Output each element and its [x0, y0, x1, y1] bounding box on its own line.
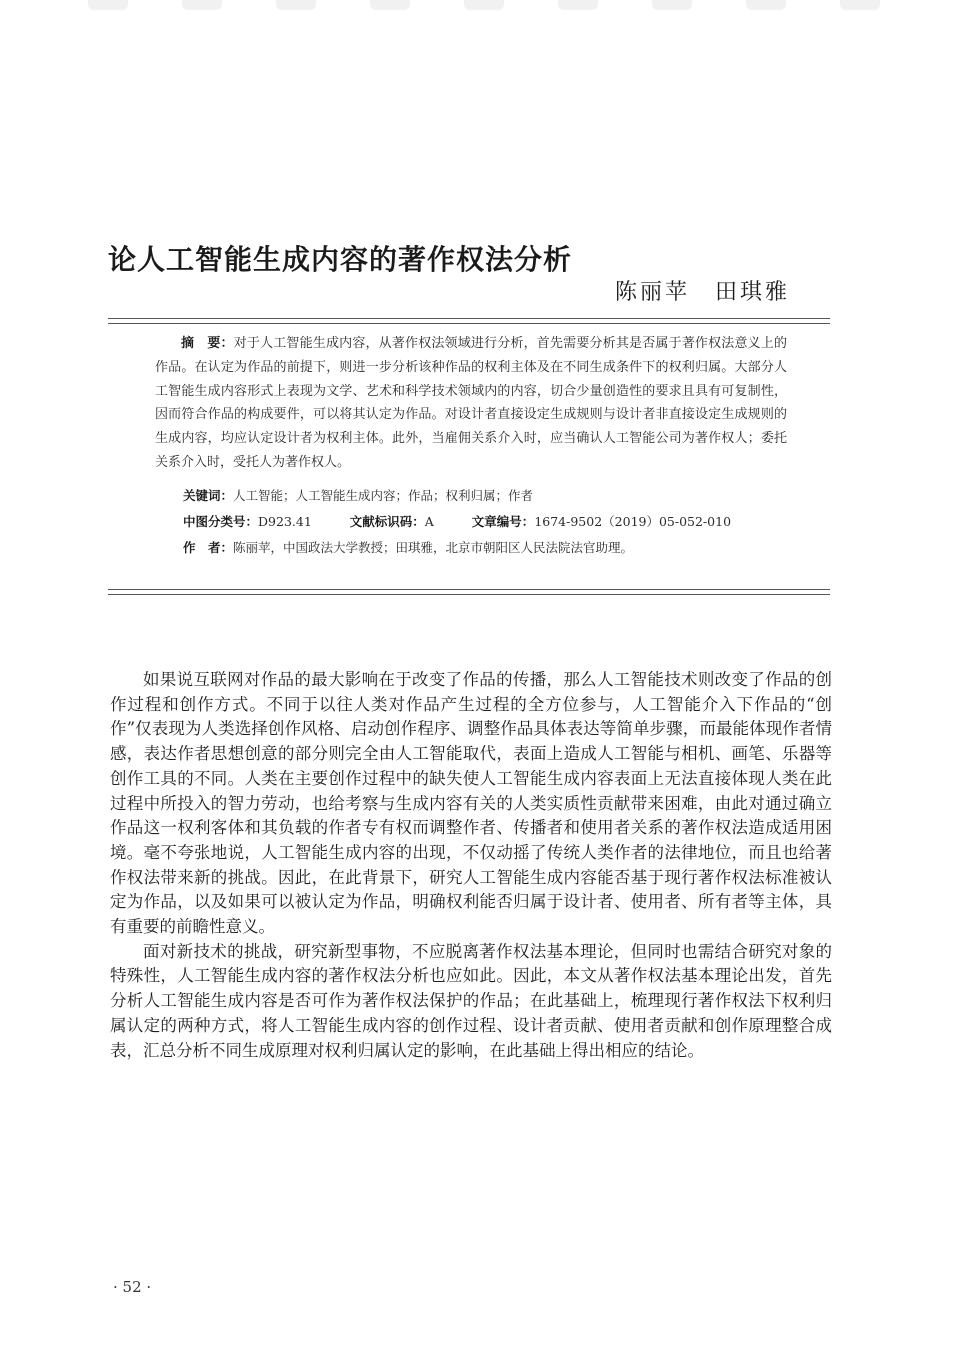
- keywords-text: 人工智能；人工智能生成内容；作品；权利归属；作者: [233, 488, 534, 503]
- watermark-mark: [88, 0, 128, 10]
- watermark-mark: [182, 0, 222, 10]
- abstract-rule-bottom: [108, 594, 830, 595]
- author-info-line: [183, 538, 633, 558]
- watermark-mark: [558, 0, 598, 10]
- author-info-text: 陈丽苹，中国政法大学教授；田琪雅，北京市朝阳区人民法院法官助理。: [233, 540, 634, 555]
- watermark-mark: [840, 0, 880, 10]
- clc-number: [183, 512, 312, 532]
- abstract-rule-top: [108, 589, 830, 590]
- article-title: 论人工智能生成内容的著作权法分析: [108, 243, 573, 276]
- watermark-mark: [370, 0, 410, 10]
- page-number: · 52 ·: [113, 1278, 152, 1296]
- clc-value: D923.41: [258, 514, 312, 529]
- article-number-value: 1674-9502（2019）05-052-010: [534, 514, 732, 529]
- abstract: [155, 332, 787, 475]
- doc-value: A: [424, 514, 434, 529]
- abstract-text: 对于人工智能生成内容，从著作权法领域进行分析，首先需要分析其是否属于著作权法意义上的作品。在认定为作品的前提下，则进一步分析该种作品的权利主体及在不同生成条件下的权利归属。大部分人工智能生成内容形式上表现为文学、艺术和科学技术领域内的内容，切合少量创造性的要求且具有可复制性，因而符合作品的构成要件，可以将其认定为作品。对设计者直接设定生成规则与设计者非直接设定生成规则的生成内容，均应认定设计者为权利主体。此外，当雇佣关系介入时，应当确认人工智能公司为著作权人；委托关系介入时，受托人为著作权人。: [155, 336, 787, 470]
- doc-label: 文献标识码：: [349, 514, 425, 529]
- watermark-strip: [0, 0, 960, 20]
- abstract-paragraph: [155, 332, 787, 475]
- header-rule-top: [108, 318, 830, 319]
- document-code: [350, 512, 434, 532]
- body-paragraph: 面对新技术的挑战，研究新型事物，不应脱离著作权法基本理论，但同时也需结合研究对象的特殊性，人工智能生成内容的著作权法分析也应如此。因此，本文从著作权法基本理论出发，首先分析人工智能生成内容是否可作为著作权法保护的作品；在此基础上，梳理现行著作权法下权利归属认定的两种方式，将人工智能生成内容的创作过程、设计者贡献、使用者贡献和创作原理整合成表，汇总分析不同生成原理对权利归属认定的影响，在此基础上得出相应的结论。: [110, 941, 832, 1060]
- watermark-mark: [746, 0, 786, 10]
- article-authors: 陈丽苹 田琪雅: [614, 280, 790, 305]
- body-paragraph: 如果说互联网对作品的最大影响在于改变了作品的传播，那么人工智能技术则改变了作品的创作过程和创作方式。不同于以往人类对作品产生过程的全方位参与，人工智能介入下作品的“创作”仅表现为人类选择创作风格、启动创作程序、调整作品具体表达等简单步骤，而最能体现作者情感，表达作者思想创意的部分则完全由人工智能取代，表面上造成人工智能与相机、画笔、乐器等创作工具的不同。人类在主要创作过程中的缺失使人工智能生成内容表面上无法直接体现人类在此过程中所投入的智力劳动，也给考察与生成内容有关的人类实质性贡献带来困难，由此对通过确立作品这一权利客体和其负载的作者专有权而调整作者、传播者和使用者关系的著作权法造成适用困境。毫不夸张地说，人工智能生成内容的出现，不仅动摇了传统人类作者的法律地位，而且也给著作权法带来新的挑战。因此，在此背景下，研究人工智能生成内容能否基于现行著作权法标准被认定为作品，以及如果可以被认定为作品，明确权利能否归属于设计者、使用者、所有者等主体，具有重要的前瞻性意义。: [110, 670, 832, 937]
- classification-line: [183, 512, 765, 532]
- article-number-label: 文章编号：: [471, 514, 535, 529]
- header-rule-bottom: [108, 323, 830, 324]
- watermark-mark: [464, 0, 504, 10]
- article-number: [472, 512, 731, 532]
- article-body: [110, 668, 832, 1063]
- watermark-mark: [276, 0, 316, 10]
- keywords-label: 关键词：: [183, 488, 234, 503]
- keywords-line: [183, 486, 533, 506]
- clc-label: 中图分类号：: [183, 514, 259, 529]
- author-info-label: 作 者：: [183, 540, 234, 555]
- watermark-mark: [652, 0, 692, 10]
- abstract-label: 摘 要：: [181, 336, 234, 351]
